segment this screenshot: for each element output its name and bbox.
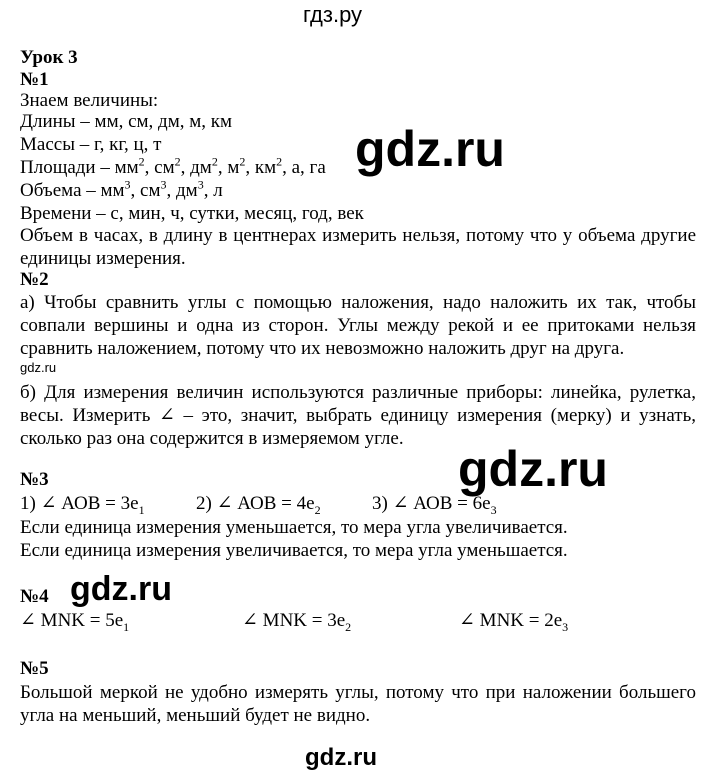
task1-conclusion: Объем в часах, в длину в центнерах измерить нельзя, потому что у объема другие единицы измерения. <box>20 225 696 269</box>
task1-intro: Знаем величины: <box>20 90 159 111</box>
task5-text: Большой меркой не удобно измерять углы, потому что при наложении большего угла на меньший, меньший будет не видно. <box>20 682 696 726</box>
task3-item3: 3) ∠ АОВ = $6e_3$ <box>372 493 497 517</box>
task3-line1: Если единица измерения уменьшается, то мера угла увеличивается. <box>20 517 568 538</box>
watermark-footer: gdz.ru <box>305 744 377 771</box>
task3-line2: Если единица измерения увеличивается, то мера угла уменьшается. <box>20 540 568 561</box>
task1-length: Длины – мм, см, дм, м, км <box>20 111 233 132</box>
task5-number: №5 <box>20 658 49 679</box>
task1-volume: Объема – $мм^3$, $см^3$, $дм^3$, л <box>20 177 223 201</box>
task4-item3: ∠ MNK = $2e_3$ <box>459 610 569 634</box>
task4-item2: ∠ MNK = $3e_2$ <box>242 610 352 634</box>
lesson-title: Урок 3 <box>20 47 78 68</box>
watermark-small: gdz.ru <box>20 360 57 375</box>
site-header: гдз.ру <box>303 2 363 27</box>
task3-item1: 1) ∠ АОВ = $3e_1$ <box>20 493 145 517</box>
watermark-large-1: gdz.ru <box>355 121 505 177</box>
task4-item1: ∠ MNK = $5e_1$ <box>20 610 130 634</box>
watermark-large-2: gdz.ru <box>458 441 608 497</box>
task2-number: №2 <box>20 269 49 290</box>
task2-part-b: б) Для измерения величин используются различные приборы: линейка, рулетка, весы. Измерить ∠ – это, значит, выбрать единицу измерения (мерку) и узнать, сколько раз она содержится в измеряемом угле. <box>20 382 696 449</box>
task2-part-a: а) Чтобы сравнить углы с помощью наложения, надо наложить их так, чтобы совпали вершины и одна из сторон. Углы между рекой и ее притоками нельзя сравнить наложением, потому что их невозможно наложить друг на друга. <box>20 292 696 359</box>
watermark-large-3: gdz.ru <box>70 570 172 608</box>
task3-number: №3 <box>20 469 49 490</box>
task1-mass: Массы – г, кг, ц, т <box>20 134 162 155</box>
task3-item2: 2) ∠ АОВ = $4e_2$ <box>196 493 321 517</box>
task1-number: №1 <box>20 69 49 90</box>
task1-area: Площади – $мм^2$, $см^2$, $дм^2$, $м^2$, $км^2$, а, га <box>20 154 326 178</box>
task4-number: №4 <box>20 586 49 607</box>
task1-time: Времени – с, мин, ч, сутки, месяц, год, век <box>20 203 364 224</box>
